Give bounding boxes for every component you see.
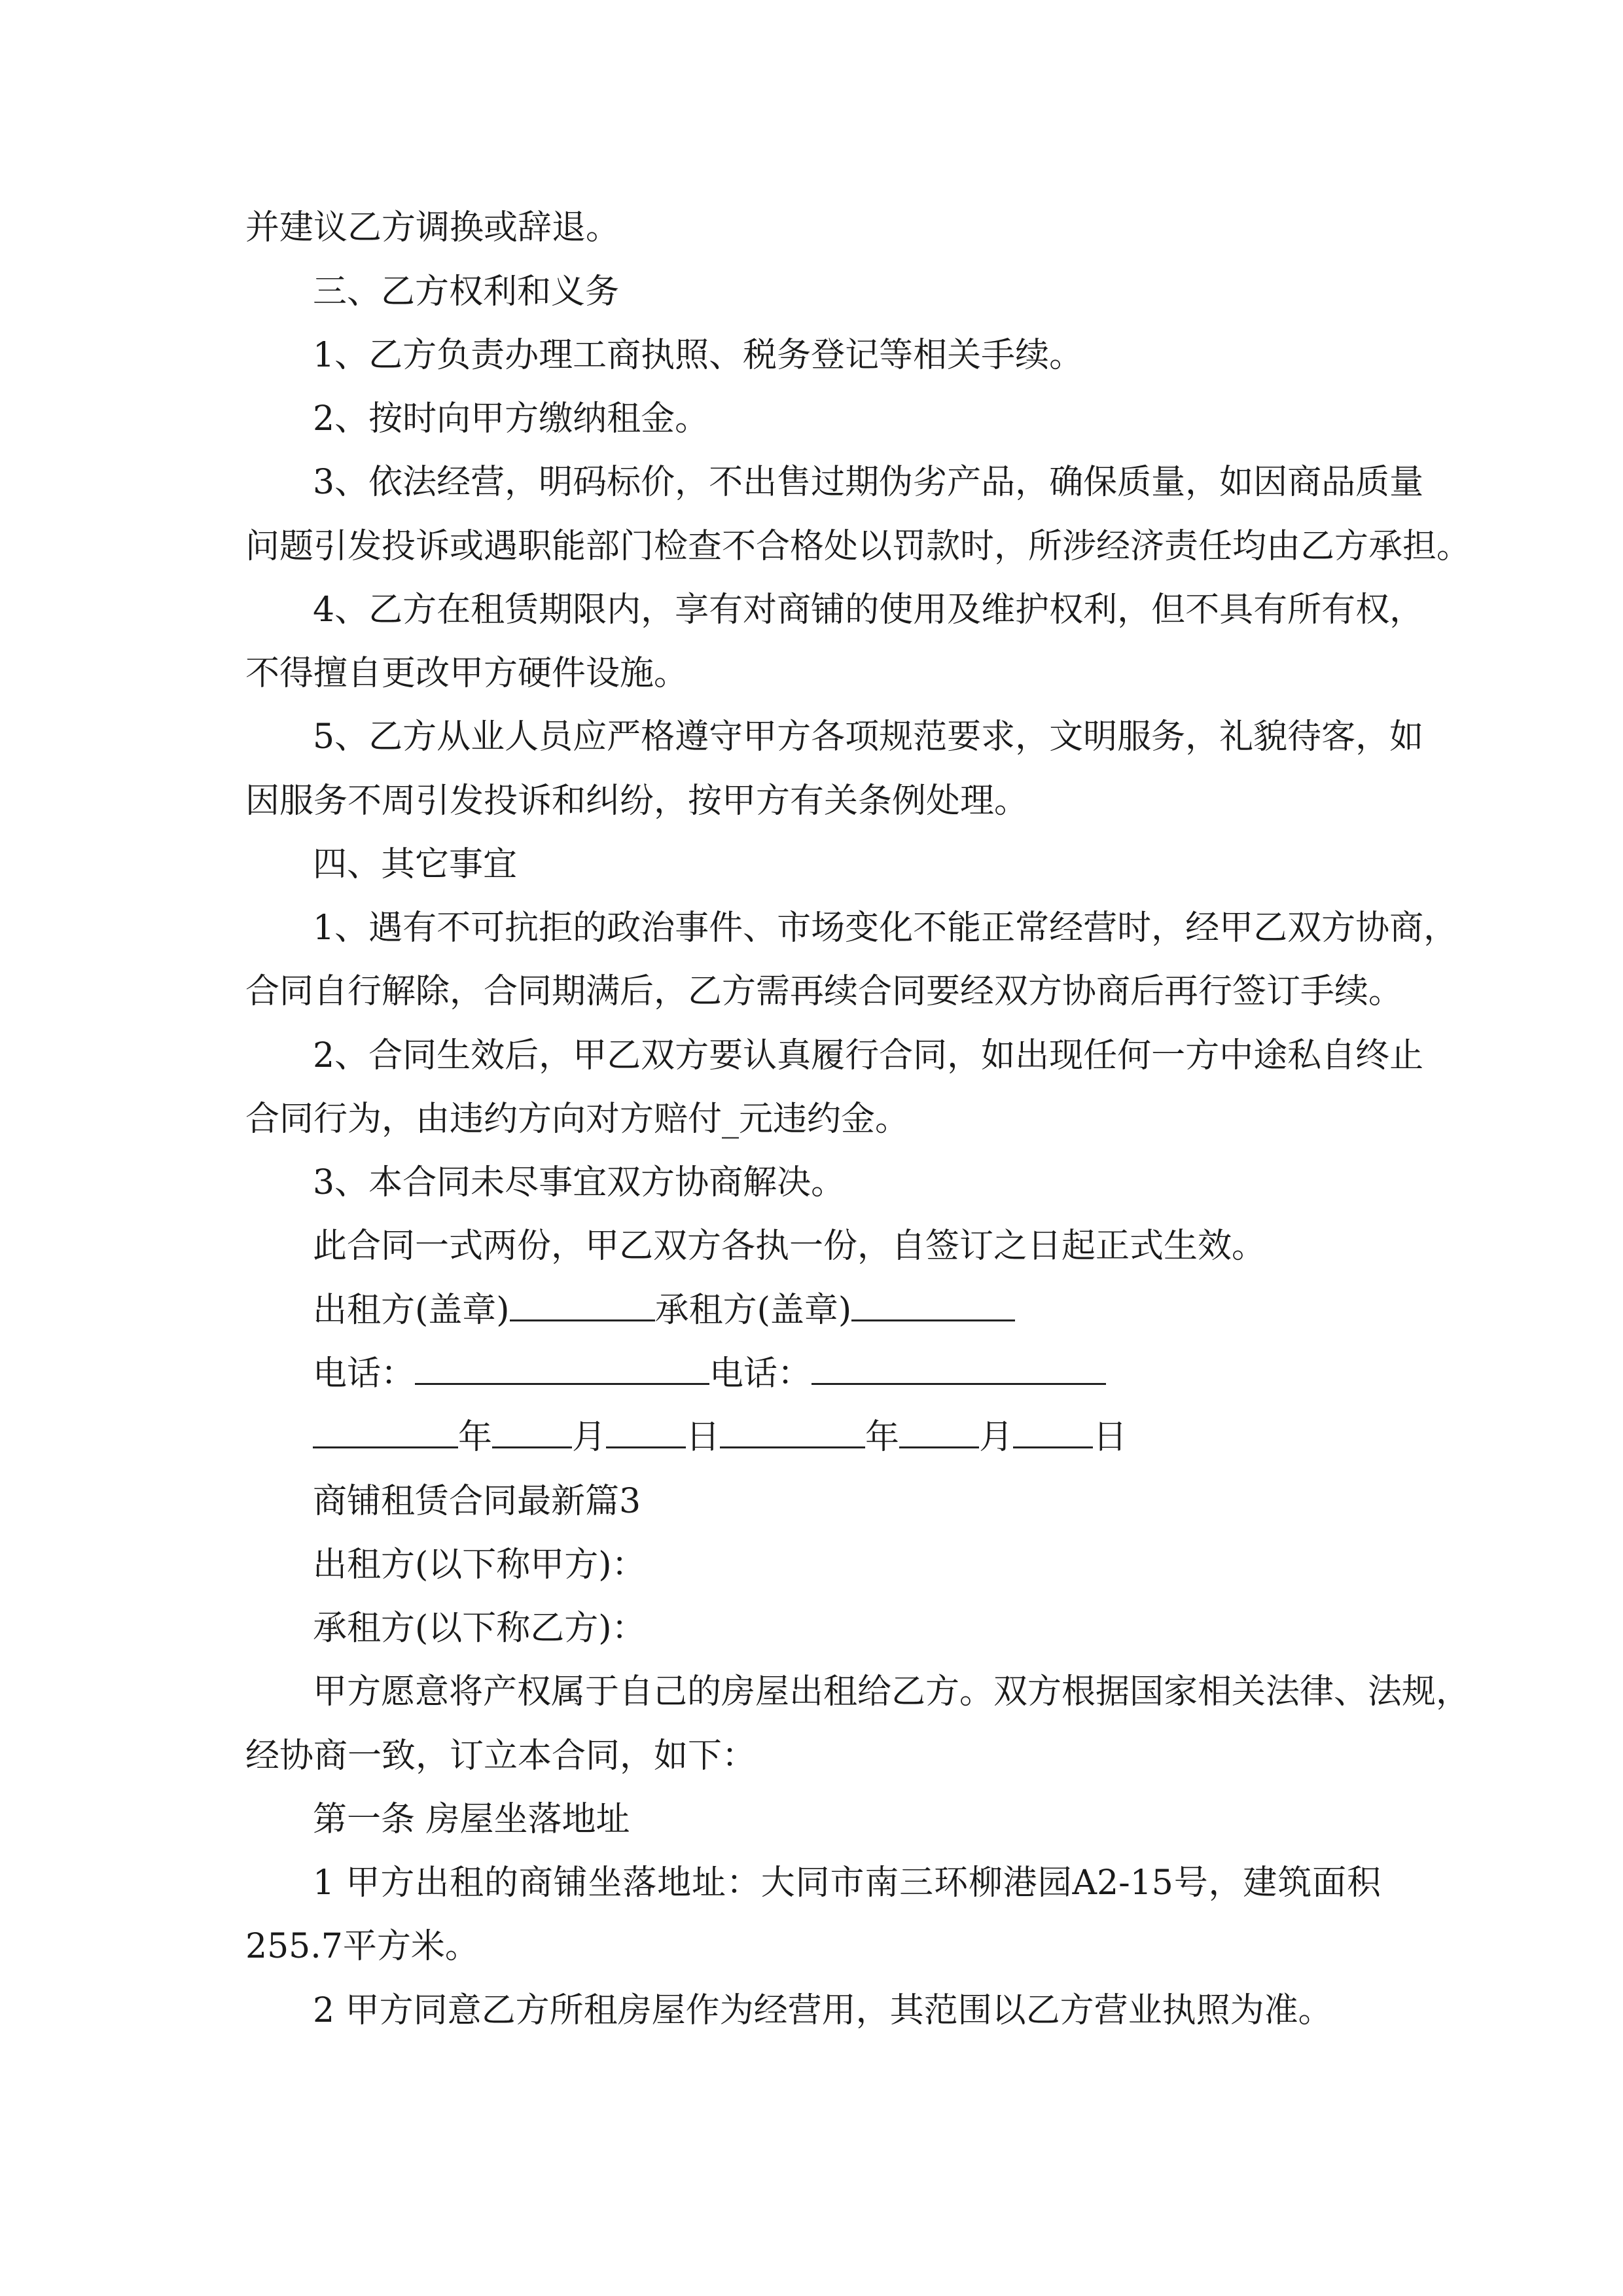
paragraph-line: 2、按时向甲方缴纳租金。 — [313, 399, 709, 439]
signature-date-line — [313, 1416, 1127, 1458]
paragraph-line: 不得擅自更改甲方硬件设施。 — [245, 654, 688, 693]
paragraph-line: 2 甲方同意乙方所租房屋作为经营用，其范围以乙方营业执照为准。 — [313, 1991, 1332, 2030]
paragraph-line: 问题引发投诉或遇职能部门检查不合格处以罚款时，所涉经济责任均由乙方承担。 — [245, 527, 1471, 566]
month-label-lessor: 月 — [572, 1418, 607, 1457]
signature-stamp-line — [313, 1289, 1015, 1331]
day-blank-lessor[interactable] — [606, 1416, 686, 1448]
year-label-lessor: 年 — [458, 1418, 493, 1457]
paragraph-line: 出租方(以下称甲方)： — [313, 1545, 646, 1585]
month-blank-lessee[interactable] — [899, 1416, 979, 1448]
year-blank-lessor[interactable] — [313, 1416, 458, 1448]
section-heading: 三、乙方权利和义务 — [313, 272, 620, 312]
day-label-lessee: 日 — [1093, 1418, 1128, 1457]
contract-title: 商铺租赁合同最新篇3 — [313, 1482, 641, 1521]
phone-blank-lessor[interactable] — [415, 1353, 709, 1385]
phone-label-lessor: 电话： — [313, 1354, 416, 1393]
paragraph-line: 合同自行解除，合同期满后，乙方需再续合同要经双方协商后再行签订手续。 — [245, 972, 1403, 1011]
paragraph-line: 并建议乙方调换或辞退。 — [245, 208, 620, 247]
paragraph-line: 4、乙方在租赁期限内，享有对商铺的使用及维护权利，但不具有所有权， — [313, 590, 1424, 630]
lessor-stamp-label: 出租方(盖章) — [313, 1291, 510, 1330]
month-label-lessee: 月 — [979, 1418, 1014, 1457]
month-blank-lessor[interactable] — [492, 1416, 572, 1448]
paragraph-line: 承租方(以下称乙方)： — [313, 1609, 646, 1648]
phone-label-lessee: 电话： — [709, 1354, 812, 1393]
paragraph-line: 2、合同生效后，甲乙双方要认真履行合同，如出现任何一方中途私自终止 — [313, 1036, 1424, 1075]
section-heading: 四、其它事宜 — [313, 845, 518, 884]
lessee-stamp-blank[interactable] — [851, 1289, 1015, 1321]
year-blank-lessee[interactable] — [720, 1416, 865, 1448]
paragraph-line: 1 甲方出租的商铺坐落地址：大同市南三环柳港园A2-15号，建筑面积 — [313, 1863, 1381, 1903]
paragraph-line: 经协商一致，订立本合同，如下： — [245, 1736, 757, 1776]
paragraph-line: 因服务不周引发投诉和纠纷，按甲方有关条例处理。 — [245, 781, 1029, 821]
paragraph-line: 甲方愿意将产权属于自己的房屋出租给乙方。双方根据国家相关法律、法规， — [313, 1672, 1471, 1712]
article-heading: 第一条 房屋坐落地址 — [313, 1800, 630, 1839]
signature-phone-line — [313, 1353, 1106, 1395]
paragraph-line: 5、乙方从业人员应严格遵守甲方各项规范要求，文明服务，礼貌待客，如 — [313, 717, 1424, 757]
paragraph-line: 3、依法经营，明码标价，不出售过期伪劣产品，确保质量，如因商品质量 — [313, 463, 1424, 502]
day-label-lessor: 日 — [686, 1418, 721, 1457]
lessor-stamp-blank[interactable] — [510, 1289, 655, 1321]
paragraph-line: 3、本合同未尽事宜双方协商解决。 — [313, 1163, 846, 1202]
paragraph-line: 此合同一式两份，甲乙双方各执一份，自签订之日起正式生效。 — [313, 1227, 1266, 1266]
paragraph-line: 合同行为，由违约方向对方赔付_元违约金。 — [245, 1100, 910, 1139]
day-blank-lessee[interactable] — [1013, 1416, 1093, 1448]
lessee-stamp-label: 承租方(盖章) — [654, 1291, 852, 1330]
paragraph-line: 1、遇有不可抗拒的政治事件、市场变化不能正常经营时，经甲乙双方协商， — [313, 908, 1458, 948]
year-label-lessee: 年 — [865, 1418, 900, 1457]
paragraph-line: 255.7平方米。 — [245, 1927, 479, 1966]
phone-blank-lessee[interactable] — [812, 1353, 1106, 1385]
paragraph-line: 1、乙方负责办理工商执照、税务登记等相关手续。 — [313, 336, 1084, 375]
